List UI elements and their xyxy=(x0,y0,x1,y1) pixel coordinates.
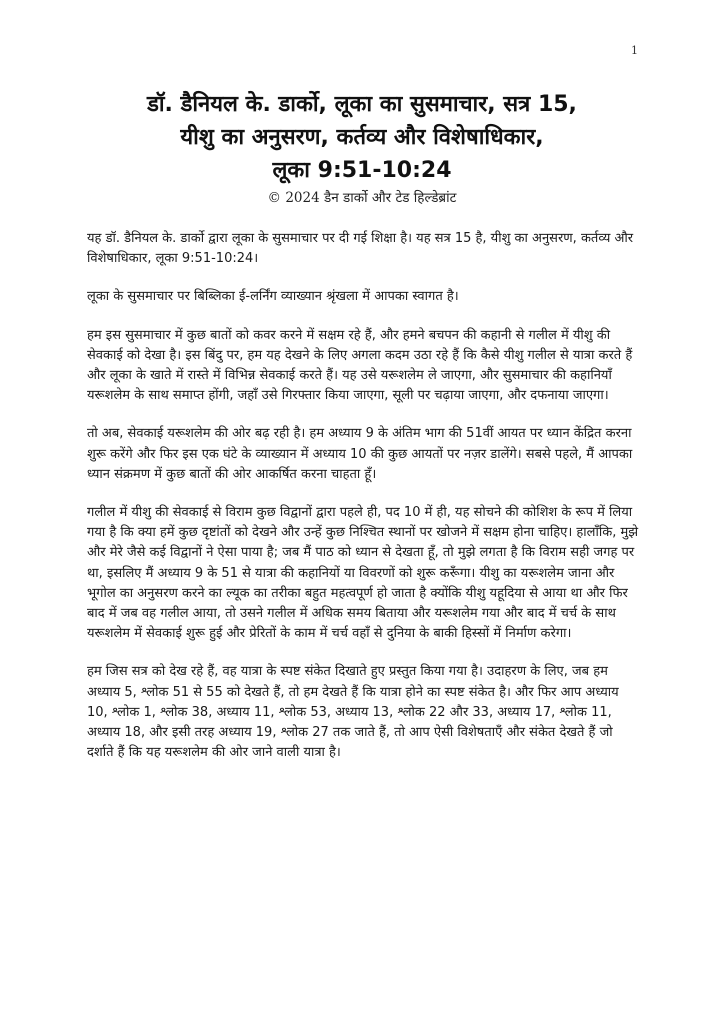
page-number: 1 xyxy=(631,44,638,57)
copyright-line: © 2024 डैन डार्को और टेड हिल्डेब्रांट xyxy=(267,190,457,206)
document-body xyxy=(87,229,639,781)
title-line-2: यीशु का अनुसरण, कर्तव्य और विशेषाधिकार, xyxy=(180,125,544,150)
title-line-1: डॉ. डैनियल के. डार्को, लूका का सुसमाचार, सत्र 15, xyxy=(147,92,577,117)
paragraph-welcome: लूका के सुसमाचार पर बिब्लिका ई-लर्निंग व्याख्यान श्रृंखला में आपका स्वागत है। xyxy=(87,289,459,305)
paragraph-overview: हम इस सुसमाचार में कुछ बातों को कवर करने में सक्षम रहे हैं, और हमने बचपन की कहानी से गलील में यीशु की सेवकाई को देखा है। इस बिंदु पर, हम यह देखने के लिए अगला कदम उठा रहे हैं कि कैसे यीशु गलील से यात्रा करते हैं और लूका के खाते में रास्ते में विभिन्न सेवकाई करते हैं। यह उसे यरूशलेम ले जाएगा, और सुसमाचार की कहानियाँ यरूशलेम के साथ समाप्त होंगी, जहाँ उसे गिरफ्तार किया जाएगा, सूली पर चढ़ाया जाएगा, और दफनाया जाएगा। xyxy=(87,327,633,404)
paragraph-intro: यह डॉ. डैनियल के. डार्को द्वारा लूका के सुसमाचार पर दी गई शिक्षा है। यह सत्र 15 है, यीशु का अनुसरण, कर्तव्य और विशेषाधिकार, लूका 9:51-10:24। xyxy=(87,231,634,267)
paragraph-transition: गलील में यीशु की सेवकाई से विराम कुछ विद्वानों द्वारा पहले ही, पद 10 में ही, यह सोचने की कोशिश के रूप में लिया गया है कि क्या हमें कुछ दृष्टांतों को देखने और उन्हें कुछ निश्चित स्थानों पर खोजने में सक्षम होना चाहिए। हालाँकि, मुझे और मेरे जैसे कई विद्वानों ने ऐसा पाया है; जब मैं पाठ को ध्यान से देखता हूँ, तो मुझे लगता है कि विराम सही जगह पर था, इसलिए मैं अध्याय 9 के 51 से यात्रा की कहानियों या विवरणों को शुरू करूँगा। यीशु का यरूशलेम जाना और भूगोल का अनुसरण करने का ल्यूक का तरीका बहुत महत्वपूर्ण हो जाता है क्योंकि यीशु यहूदिया से आया था और फिर बाद में जब वह गलील आया, तो उसने गलील में अधिक समय बिताया और यरूशलेम गया और बाद में चर्च के साथ यरूशलेम में सेवकाई शुरू हुई और प्रेरितों के काम में चर्च वहाँ से दुनिया के बाकी हिस्सों में निर्माण करेगा। xyxy=(87,505,639,642)
paragraph-travel-markers: हम जिस सत्र को देख रहे हैं, वह यात्रा के स्पष्ट संकेत दिखाते हुए प्रस्तुत किया गया है। उदाहरण के लिए, जब हम अध्याय 5, श्लोक 51 से 55 को देखते हैं, तो हम देखते हैं कि यात्रा होने का स्पष्ट संकेत है। और फिर आप अध्याय 10, श्लोक 1, श्लोक 38, अध्याय 11, श्लोक 53, अध्याय 13, श्लोक 22 और 33, अध्याय 17, श्लोक 11, अध्याय 18, और इसी तरह अध्याय 19, श्लोक 27 तक जाते हैं, तो आप ऐसी विशेषताएँ और संकेत देखते हैं जो दर्शाते हैं कि यह यरूशलेम की ओर जाने वाली यात्रा है। xyxy=(87,664,619,761)
title-line-3: लूका 9:51-10:24 xyxy=(272,158,452,183)
document-header xyxy=(70,88,654,207)
paragraph-focus: तो अब, सेवकाई यरूशलेम की ओर बढ़ रही है। हम अध्याय 9 के अंतिम भाग की 51वीं आयत पर ध्यान केंद्रित करना शुरू करेंगे और फिर इस एक घंटे के व्याख्यान में अध्याय 10 की कुछ आयतों पर नज़र डालेंगे। सबसे पहले, मैं आपका ध्यान संक्रमण में कुछ बातों की ओर आकर्षित करना चाहता हूँ। xyxy=(87,426,633,482)
